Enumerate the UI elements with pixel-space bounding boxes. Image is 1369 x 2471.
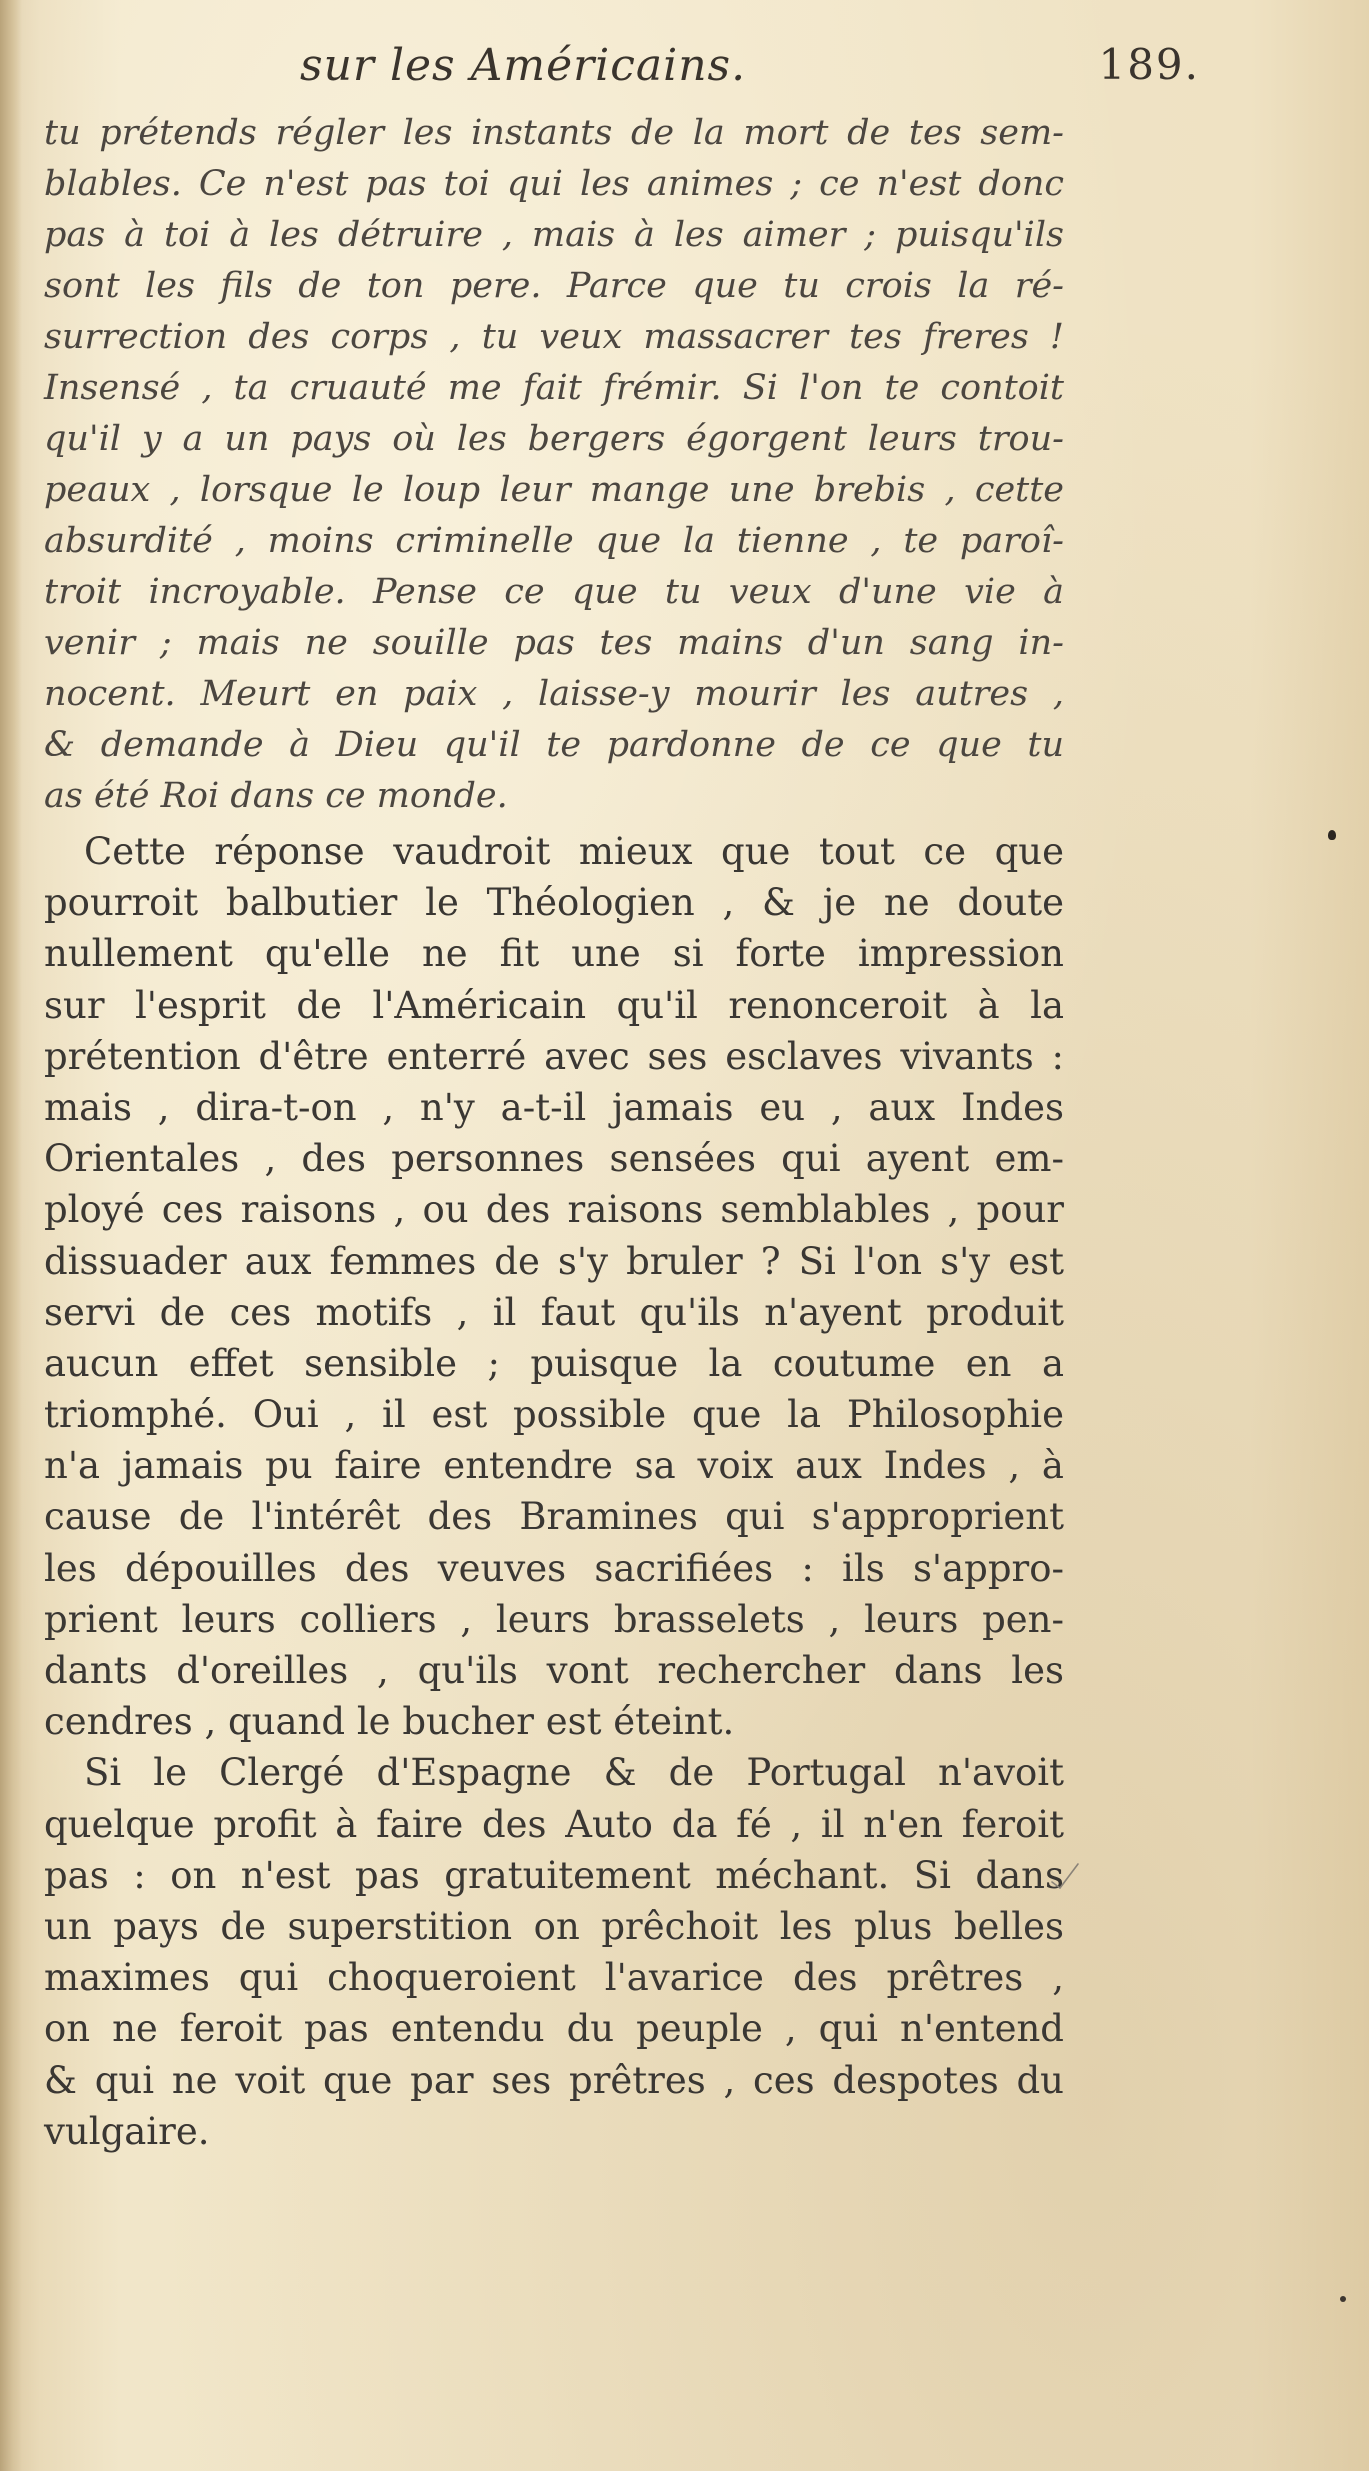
text-line: & qui ne voit que par ses prêtres , ces despotes du [44,2058,1064,2102]
text-line: absurdité , moins criminelle que la tienne , te paroî- [44,521,1064,561]
text-line: venir ; mais ne souille pas tes mains d'un sang in- [44,623,1064,663]
text-line: quelque profit à faire des Auto da fé , il n'en feroit [44,1802,1064,1846]
running-head: sur les Américains. [300,40,747,91]
text-line: prient leurs colliers , leurs brasselets , leurs pen- [44,1597,1064,1641]
text-line: maximes qui choqueroient l'avarice des prêtres , [44,1956,1064,2000]
text-line: pas : on n'est pas gratuitement méchant. Si dans [44,1853,1064,1897]
text-line: dissuader aux femmes de s'y bruler ? Si l'on s'y est [44,1239,1064,1283]
text-line: les dépouilles des veuves sacrifiées : ils s'appro- [44,1546,1064,1590]
page-number: 189. [1098,40,1200,89]
text-line: aucun effet sensible ; puisque la coutume en a [44,1341,1064,1385]
text-line: troit incroyable. Pense ce que tu veux d'une vie à [44,572,1064,612]
text-line: un pays de superstition on prêchoit les plus belles [44,1904,1064,1948]
text-line: Cette réponse vaudroit mieux que tout ce que [84,830,1064,873]
text-line: ployé ces raisons , ou des raisons semblables , pour [44,1188,1064,1232]
text-line: cause de l'intérêt des Bramines qui s'approprient [44,1495,1064,1539]
text-line: qu'il y a un pays où les bergers égorgent leurs trou- [44,419,1064,459]
ink-dot-mark [1340,2296,1346,2302]
text-line: vulgaire. [44,2109,210,2153]
text-line: on ne feroit pas entendu du peuple , qui n'entend [44,2007,1064,2051]
text-line: n'a jamais pu faire entendre sa voix aux Indes , à [44,1444,1064,1488]
text-line: surrection des corps , tu veux massacrer tes freres ! [44,317,1064,357]
text-line: nocent. Meurt en paix , laisse-y mourir les autres , [44,674,1064,714]
text-line: pas à toi à les détruire , mais à les aimer ; puisqu'ils [44,215,1064,255]
text-line: prétention d'être enterré avec ses esclaves vivants : [44,1034,1064,1078]
italic-paragraph [44,108,1064,822]
text-line: sont les fils de ton pere. Parce que tu crois la ré- [44,266,1064,306]
roman-paragraphs [44,826,1064,2157]
text-line: Si le Clergé d'Espagne & de Portugal n'avoit [84,1751,1064,1795]
text-line: servi de ces motifs , il faut qu'ils n'ayent produit [44,1290,1064,1334]
text-line: nullement qu'elle ne fit une si forte impression [44,932,1064,976]
page-gutter-shadow [0,0,22,2471]
text-line: dants d'oreilles , qu'ils vont rechercher dans les [44,1649,1064,1692]
text-line: blables. Ce n'est pas toi qui les animes ; ce n'est donc [44,164,1064,204]
text-line: Orientales , des personnes sensées qui ayent em- [44,1137,1064,1181]
text-line: & demande à Dieu qu'il te pardonne de ce que tu [44,725,1064,765]
body-text [44,108,1064,2157]
text-line: peaux , lorsque le loup leur mange une brebis , cette [44,470,1064,510]
text-line: pourroit balbutier le Théologien , & je ne doute [44,881,1064,925]
page-header [300,40,1200,100]
text-line: sur l'esprit de l'Américain qu'il renonceroit à la [44,983,1064,1027]
text-line: cendres , quand le bucher est éteint. [44,1700,735,1744]
text-line: as été Roi dans ce monde. [44,776,508,816]
text-line: Insensé , ta cruauté me fait frémir. Si l'on te contoit [44,368,1064,408]
text-line: tu prétends régler les instants de la mort de tes sem- [44,113,1064,153]
text-line: triomphé. Oui , il est possible que la Philosophie [44,1393,1064,1437]
text-line: mais , dira-t-on , n'y a-t-il jamais eu , aux Indes [44,1085,1064,1129]
ink-dot-mark [1328,830,1336,840]
pencil-check-mark [1048,1858,1082,1892]
